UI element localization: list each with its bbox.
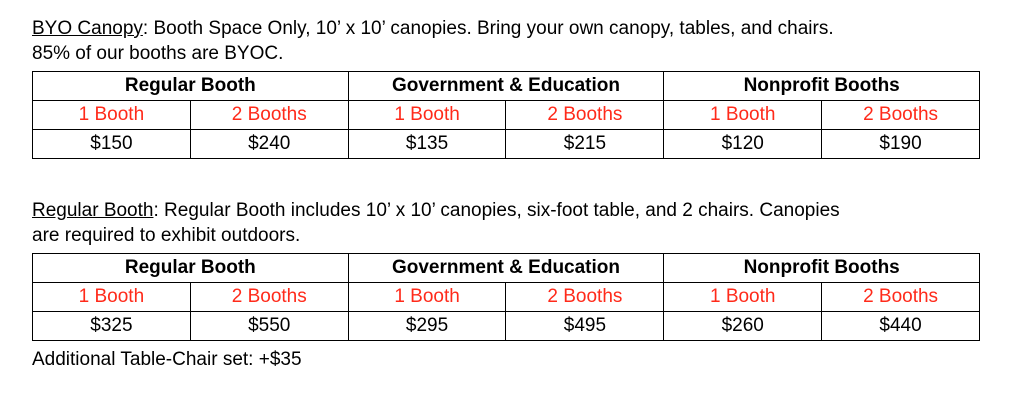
count-label: 2 Booths bbox=[190, 283, 348, 312]
price-cell: $440 bbox=[822, 312, 980, 341]
regular-booth-description bbox=[32, 198, 982, 248]
regular-booth-heading: Regular Booth bbox=[32, 200, 154, 221]
count-label: 1 Booth bbox=[348, 283, 506, 312]
table-count-row bbox=[33, 283, 980, 312]
count-label: 1 Booth bbox=[33, 283, 191, 312]
byo-canopy-section bbox=[32, 16, 982, 159]
count-label: 1 Booth bbox=[664, 283, 822, 312]
byo-canopy-intro-line1: : Booth Space Only, 10’ x 10’ canopies. Bring your own canopy, tables, and chairs. bbox=[142, 18, 834, 39]
category-government-education: Government & Education bbox=[348, 72, 664, 101]
category-regular-booth: Regular Booth bbox=[33, 72, 349, 101]
count-label: 2 Booths bbox=[190, 101, 348, 130]
price-cell: $325 bbox=[33, 312, 191, 341]
count-label: 1 Booth bbox=[664, 101, 822, 130]
count-label: 2 Booths bbox=[822, 101, 980, 130]
price-cell: $550 bbox=[190, 312, 348, 341]
category-nonprofit-booths: Nonprofit Booths bbox=[664, 72, 980, 101]
count-label: 2 Booths bbox=[822, 283, 980, 312]
price-cell: $495 bbox=[506, 312, 664, 341]
price-cell: $295 bbox=[348, 312, 506, 341]
table-price-row bbox=[33, 130, 980, 159]
count-label: 2 Booths bbox=[506, 283, 664, 312]
table-header-row bbox=[33, 72, 980, 101]
price-cell: $135 bbox=[348, 130, 506, 159]
byo-canopy-price-table bbox=[32, 71, 980, 159]
regular-booth-section bbox=[32, 198, 982, 372]
price-cell: $240 bbox=[190, 130, 348, 159]
price-cell: $190 bbox=[822, 130, 980, 159]
byo-canopy-heading: BYO Canopy bbox=[32, 18, 143, 39]
price-cell: $150 bbox=[33, 130, 191, 159]
count-label: 1 Booth bbox=[348, 101, 506, 130]
price-cell: $260 bbox=[664, 312, 822, 341]
category-government-education: Government & Education bbox=[348, 254, 664, 283]
regular-booth-intro-line2: are required to exhibit outdoors. bbox=[32, 225, 301, 246]
price-cell: $215 bbox=[506, 130, 664, 159]
regular-booth-price-table bbox=[32, 253, 980, 341]
category-nonprofit-booths: Nonprofit Booths bbox=[664, 254, 980, 283]
table-price-row bbox=[33, 312, 980, 341]
count-label: 2 Booths bbox=[506, 101, 664, 130]
category-regular-booth: Regular Booth bbox=[33, 254, 349, 283]
regular-booth-intro-line1: : Regular Booth includes 10’ x 10’ canopies, six-foot table, and 2 chairs. Canopies bbox=[153, 200, 840, 221]
byo-canopy-intro-line2: 85% of our booths are BYOC. bbox=[32, 43, 284, 64]
byo-canopy-description bbox=[32, 16, 982, 66]
additional-table-chair-note: Additional Table-Chair set: +$35 bbox=[32, 349, 302, 370]
table-count-row bbox=[33, 101, 980, 130]
price-cell: $120 bbox=[664, 130, 822, 159]
count-label: 1 Booth bbox=[33, 101, 191, 130]
table-header-row bbox=[33, 254, 980, 283]
